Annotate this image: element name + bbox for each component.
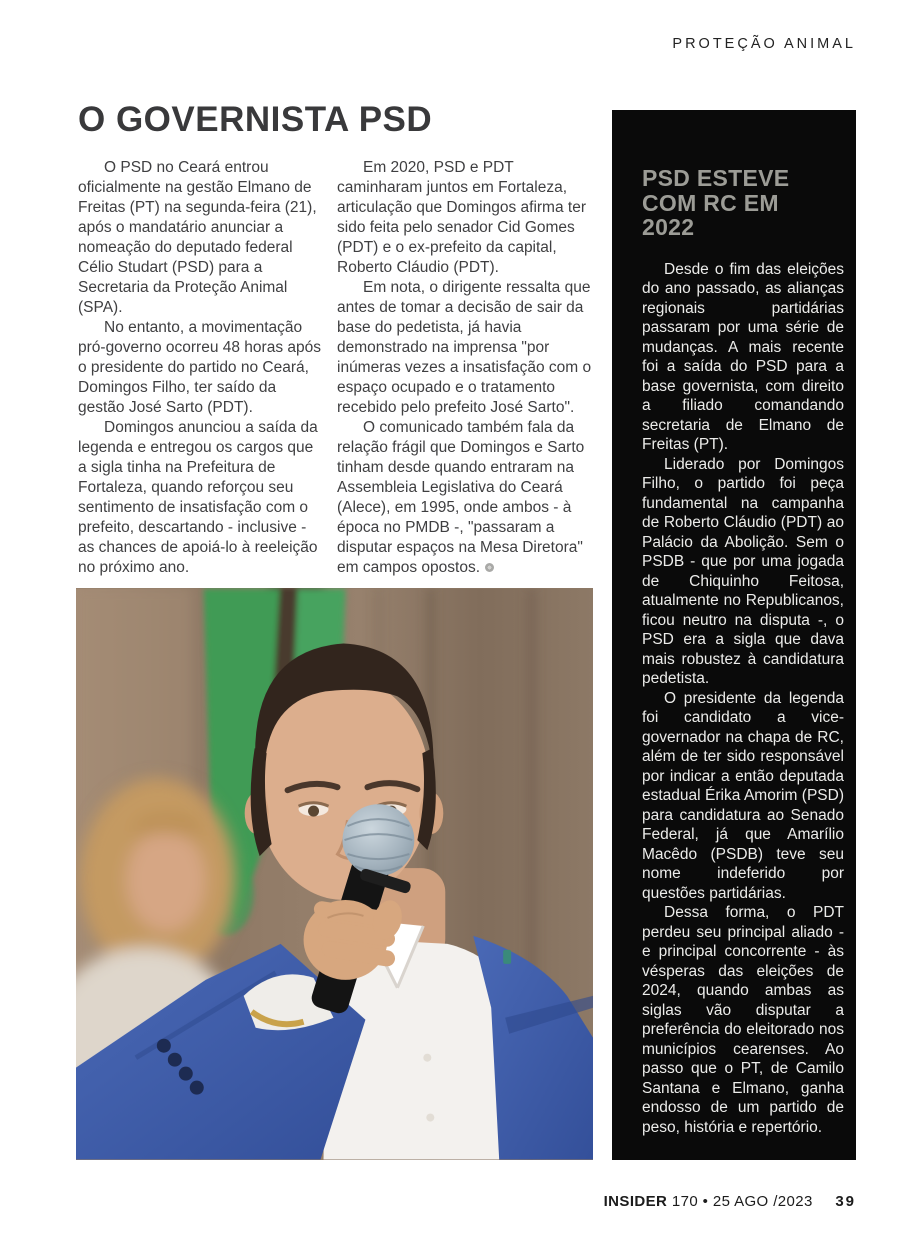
page-title: O GOVERNISTA PSD xyxy=(78,100,433,139)
article-paragraph: Domingos anunciou a saída da legenda e entregou os cargos que a sigla tinha na Prefeitura de Fortaleza, quando reforçou seu sentimento de insatisfação com o prefeito, descartando - inclusive - as chances de apoiá-lo à reeleição no próximo ano. xyxy=(78,419,318,576)
article-paragraph: Em 2020, PSD e PDT caminharam juntos em Fortaleza, articulação que Domingos afirma ter sido feita pelo senador Cid Gomes (PDT) e o ex-prefeito da capital, Roberto Cláudio (PDT). xyxy=(337,159,586,276)
sidebar-box xyxy=(612,110,856,1160)
sidebar-paragraph: Liderado por Domingos Filho, o partido foi peça fundamental na campanha de Roberto Cláudio (PDT) ao Palácio da Abolição. Sem o PSDB - que por uma jogada de Chiquinho Feitosa, atualmente no Republicanos, ficou neutro na disputa -, o PSD era a sigla que dava mais robustez à candidatura pedetista. xyxy=(642,455,844,687)
sidebar-paragraph: Dessa forma, o PDT perdeu seu principal aliado - e principal concorrente - às vésperas das eleições de 2024, quando ambas as siglas vão disputar a preferência do eleitorado nos municípios cearenses. Ao passo que o PT, de Camilo Santana e Elmano, ganha endosso de um partido de peso, história e repertório. xyxy=(642,904,844,1136)
footer-page-number: 39 xyxy=(835,1193,856,1210)
article-paragraph: O PSD no Ceará entrou oficialmente na gestão Elmano de Freitas (PT) na segunda-feira (21), após o mandatário anunciar a nomeação do deputado federal Célio Studart (PSD) para a Secretaria da Proteção Animal (SPA). xyxy=(78,159,317,316)
footer-issue-info: 170 • 25 AGO /2023 xyxy=(671,1193,813,1210)
footer xyxy=(604,1193,856,1210)
article-photo-illustration xyxy=(76,588,593,1160)
article-end-icon xyxy=(485,563,494,572)
article-paragraph-text: O comunicado também fala da relação frágil que Domingos e Sarto tinham desde quando entraram na Assembleia Legislativa do Ceará (Alece), em 1995, onde ambos - à época no PMDB -, "passaram a disputar espaços na Mesa Diretora" em campos opostos. xyxy=(337,419,585,576)
article-paragraph: No entanto, a movimentação pró-governo ocorreu 48 horas após o presidente do partido no Ceará, Domingos Filho, ter saído da gestão José Sarto (PDT). xyxy=(78,319,321,416)
footer-magazine-name: INSIDER xyxy=(603,1193,668,1210)
article-paragraph: Em nota, o dirigente ressalta que antes de tomar a decisão de sair da base do pedetista, já havia demonstrado na imprensa "por inúmeras vezes a insatisfação com o espaço ocupado e o tratamento recebido pelo prefeito José Sarto". xyxy=(337,279,592,416)
article-paragraph xyxy=(337,418,593,578)
sidebar-paragraph: Desde o fim das eleições do ano passado, as alianças regionais partidárias passaram por uma série de mudanças. A mais recente foi a saída do PSD para a base governista, com direito a filiado comandando secretaria de Elmano de Freitas (PT). xyxy=(642,260,844,453)
article-column-1 xyxy=(78,158,324,578)
sidebar-paragraph: O presidente da legenda foi candidato a vice-governador na chapa de RC, além de ter sido responsável por indicar a então deputada estadual Érika Amorim (PSD) para candidatura ao Senado Federal, já que Amarílio Macêdo (PSDB) teve seu nome indeferido por questões partidárias. xyxy=(642,689,844,902)
article-column-2 xyxy=(337,158,593,578)
article-photo xyxy=(76,588,593,1160)
section-label: PROTEÇÃO ANIMAL xyxy=(672,36,856,52)
sidebar-title: PSD ESTEVE COM RC EM 2022 xyxy=(642,165,790,240)
